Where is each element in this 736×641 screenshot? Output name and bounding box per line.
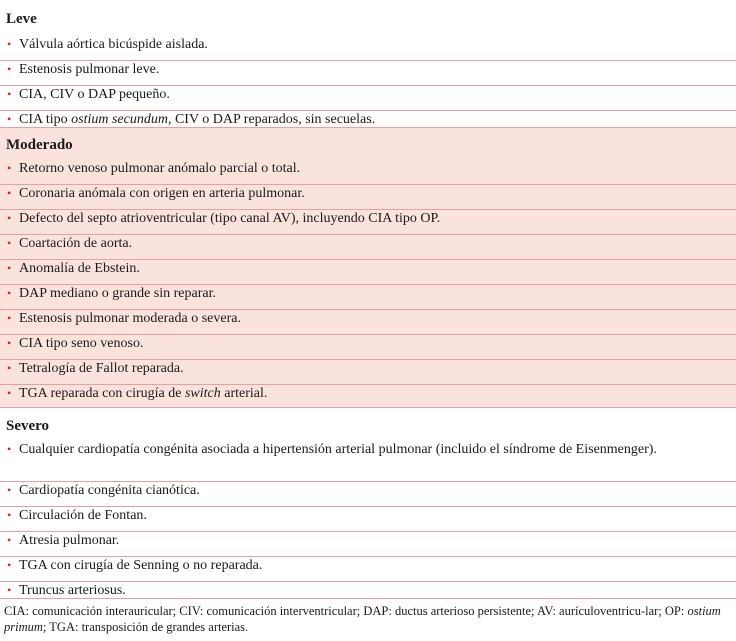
bullet-icon: • — [7, 583, 12, 597]
section-severo — [0, 407, 736, 599]
item-text: TGA con cirugía de Senning o no reparada. — [19, 558, 263, 573]
item-text: Atresia pulmonar. — [19, 533, 120, 548]
item-text: Anomalía de Ebstein. — [19, 261, 140, 276]
list-item — [0, 185, 736, 210]
list-item — [0, 111, 736, 125]
item-text-italic: switch — [184, 386, 221, 401]
section-leve — [0, 0, 736, 127]
item-text: , CIV o DAP reparados, sin secuelas. — [167, 112, 376, 127]
list-item — [0, 360, 736, 385]
item-text-italic: ostium secundum — [71, 112, 168, 127]
bullet-icon: • — [7, 508, 12, 522]
item-text: Defecto del septo atrioventricular (tipo canal AV), incluyendo CIA tipo OP. — [19, 211, 441, 226]
item-text: Estenosis pulmonar leve. — [19, 62, 160, 77]
bullet-icon: • — [7, 483, 12, 497]
section-title: Leve — [6, 11, 37, 27]
bullet-icon: • — [7, 386, 12, 400]
bullet-icon: • — [7, 161, 12, 175]
bullet-icon: • — [7, 286, 12, 300]
list-item — [0, 385, 736, 402]
bullet-icon: • — [7, 87, 12, 101]
bullet-icon: • — [7, 533, 12, 547]
footnote-text: ; TGA: transposición de grandes arterias. — [42, 620, 249, 634]
bullet-icon: • — [7, 236, 12, 250]
bullet-icon: • — [7, 311, 12, 325]
item-text: Coartación de aorta. — [19, 236, 133, 251]
item-text: CIA tipo — [19, 112, 72, 127]
item-text: Estenosis pulmonar moderada o severa. — [19, 311, 241, 326]
bullet-icon: • — [7, 361, 12, 375]
list-item — [0, 335, 736, 360]
bullet-icon: • — [7, 37, 12, 51]
bullet-icon: • — [7, 442, 12, 456]
item-text: Cualquier cardiopatía congénita asociada a hipertensión arterial pulmonar (incluido el síndrome de Eisenmenger). — [19, 442, 657, 457]
item-text: TGA reparada con cirugía de — [19, 386, 185, 401]
item-text: Válvula aórtica bicúspide aislada. — [19, 37, 208, 52]
list-item — [0, 235, 736, 260]
item-text: Truncus arteriosus. — [19, 583, 126, 598]
item-text: CIA tipo seno venoso. — [19, 336, 144, 351]
list-item — [0, 310, 736, 335]
list-item — [0, 86, 736, 111]
bullet-icon: • — [7, 112, 12, 126]
list-item — [0, 260, 736, 285]
bullet-icon: • — [7, 62, 12, 76]
list-item — [0, 482, 736, 507]
bullet-icon: • — [7, 336, 12, 350]
section-moderado — [0, 127, 736, 407]
item-text: CIA, CIV o DAP pequeño. — [19, 87, 170, 102]
list-item — [0, 557, 736, 582]
item-text: Circulación de Fontan. — [19, 508, 147, 523]
item-text: Cardiopatía congénita cianótica. — [19, 483, 200, 498]
list-item — [0, 160, 736, 185]
list-item — [0, 61, 736, 86]
list-item — [0, 507, 736, 532]
footnote — [0, 598, 736, 635]
bullet-icon: • — [7, 211, 12, 225]
list-item — [0, 441, 736, 482]
list-item — [0, 532, 736, 557]
section-title: Severo — [6, 418, 50, 434]
list-item — [0, 36, 736, 61]
list-item — [0, 582, 736, 599]
bullet-icon: • — [7, 186, 12, 200]
item-text: DAP mediano o grande sin reparar. — [19, 286, 216, 301]
list-item — [0, 285, 736, 310]
item-text: Retorno venoso pulmonar anómalo parcial o total. — [19, 161, 301, 176]
item-text: Coronaria anómala con origen en arteria pulmonar. — [19, 186, 305, 201]
list-item — [0, 210, 736, 235]
item-text: arterial. — [220, 386, 268, 401]
bullet-icon: • — [7, 261, 12, 275]
footnote-text: CIA: comunicación interauricular; CIV: comunicación interventricular; DAP: ductus arterioso persistente; AV: aurículoventricu-lar; OP: — [4, 604, 688, 618]
bullet-icon: • — [7, 558, 12, 572]
item-text: Tetralogía de Fallot reparada. — [19, 361, 184, 376]
section-title: Moderado — [6, 137, 73, 153]
footnote-italic: ostium primum — [4, 604, 721, 634]
